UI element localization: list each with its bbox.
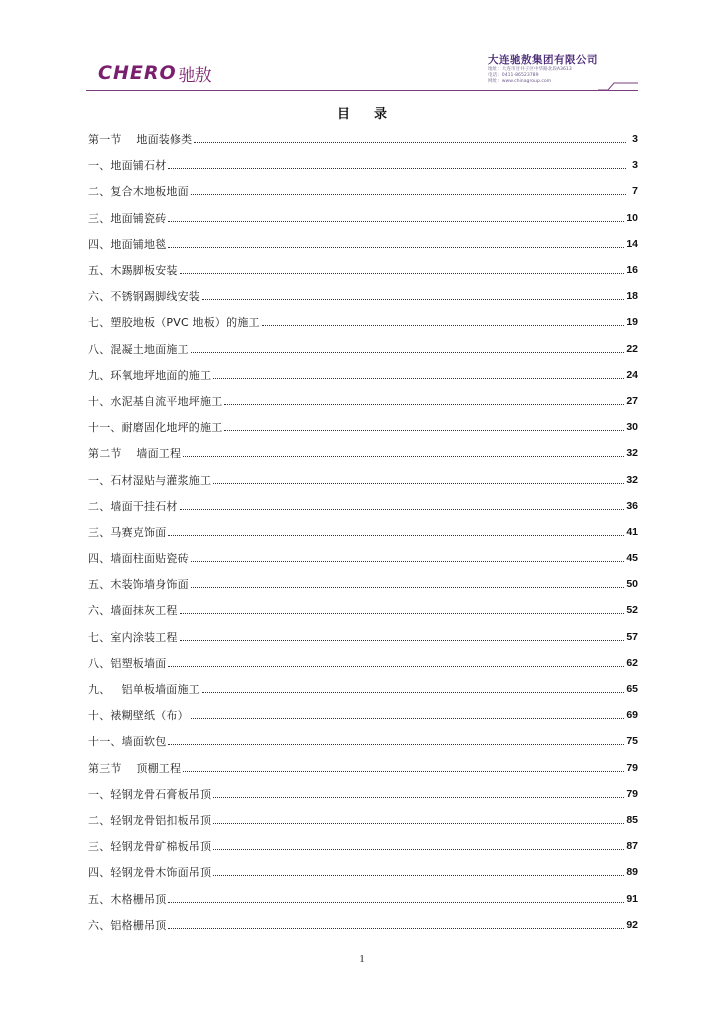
header-notch-decoration	[598, 82, 638, 91]
toc-entry-label: 八、铝塑板墙面	[88, 656, 167, 670]
toc-entry[interactable]	[88, 833, 638, 859]
toc-entry-label: 七、室内涂装工程	[88, 630, 178, 644]
toc-entry-label: 九、 铝单板墙面施工	[88, 683, 200, 697]
toc-entry[interactable]	[88, 650, 638, 676]
toc-dot-leader	[168, 534, 624, 536]
toc-entry[interactable]	[88, 414, 638, 440]
company-info	[488, 52, 638, 85]
toc-title	[0, 103, 724, 122]
toc-dot-leader	[168, 901, 624, 903]
toc-entry-label: 二、墙面干挂石材	[88, 499, 178, 513]
toc-entry-page: 14	[626, 237, 638, 250]
toc-entry-label: 五、木格栅吊顶	[88, 892, 167, 906]
toc-entry[interactable]	[88, 257, 638, 283]
toc-dot-leader	[183, 455, 624, 457]
toc-entry[interactable]	[88, 571, 638, 597]
toc-entry-label: 三、马赛克饰面	[88, 525, 167, 539]
toc-title-left: 目	[336, 107, 350, 122]
logo-latin-text: CHERO	[98, 62, 177, 84]
toc-dot-leader	[168, 220, 624, 222]
toc-entry-label: 九、环氧地坪地面的施工	[88, 368, 212, 382]
toc-entry-label: 七、塑胶地板（PVC 地板）的施工	[88, 316, 260, 330]
toc-entry-label: 一、地面铺石材	[88, 159, 167, 173]
toc-dot-leader	[191, 586, 625, 588]
toc-entry-page: 30	[626, 421, 638, 434]
toc-entry-page: 3	[632, 159, 638, 172]
toc-dot-leader	[202, 691, 624, 693]
toc-entry[interactable]	[88, 807, 638, 833]
toc-entry-label: 六、铝格栅吊顶	[88, 918, 167, 932]
table-of-contents	[88, 126, 638, 938]
toc-entry[interactable]	[88, 781, 638, 807]
toc-entry-label: 三、地面铺瓷砖	[88, 211, 167, 225]
toc-entry-page: 57	[626, 630, 638, 643]
toc-entry[interactable]	[88, 755, 638, 781]
toc-entry[interactable]	[88, 912, 638, 938]
toc-entry-page: 91	[626, 892, 638, 905]
toc-entry[interactable]	[88, 519, 638, 545]
toc-dot-leader	[194, 141, 626, 143]
toc-dot-leader	[168, 927, 624, 929]
toc-entry[interactable]	[88, 440, 638, 466]
toc-entry[interactable]	[88, 283, 638, 309]
toc-entry[interactable]	[88, 466, 638, 492]
toc-dot-leader	[262, 324, 625, 326]
toc-entry-page: 45	[626, 552, 638, 565]
toc-entry-page: 69	[626, 709, 638, 722]
header-divider	[86, 90, 638, 91]
toc-entry[interactable]	[88, 231, 638, 257]
toc-entry-page: 65	[626, 683, 638, 696]
toc-entry[interactable]	[88, 728, 638, 754]
toc-entry-page: 24	[626, 368, 638, 381]
toc-dot-leader	[191, 717, 625, 719]
toc-dot-leader	[180, 272, 625, 274]
toc-entry[interactable]	[88, 336, 638, 362]
toc-entry-label: 十、裱糊壁纸（布）	[88, 709, 189, 723]
toc-entry[interactable]	[88, 309, 638, 335]
toc-title-right: 录	[374, 107, 388, 122]
toc-dot-leader	[191, 560, 625, 562]
toc-entry-label: 八、混凝土地面施工	[88, 342, 189, 356]
toc-entry-page: 36	[626, 499, 638, 512]
company-name: 大连驰敖集团有限公司	[488, 54, 598, 66]
toc-entry-label: 四、墙面柱面贴瓷砖	[88, 552, 189, 566]
toc-dot-leader	[213, 848, 624, 850]
toc-entry-page: 41	[626, 525, 638, 538]
toc-entry-page: 79	[626, 787, 638, 800]
toc-entry[interactable]	[88, 702, 638, 728]
toc-dot-leader	[213, 874, 624, 876]
toc-entry[interactable]	[88, 178, 638, 204]
toc-dot-leader	[191, 193, 626, 195]
toc-dot-leader	[213, 482, 624, 484]
toc-entry-label: 第一节 地面装修类	[88, 133, 193, 147]
toc-dot-leader	[168, 743, 624, 745]
toc-entry-page: 52	[626, 604, 638, 617]
toc-entry-label: 四、轻钢龙骨木饰面吊顶	[88, 866, 212, 880]
page-number: 1	[359, 953, 365, 965]
toc-entry-label: 第二节 墙面工程	[88, 447, 182, 461]
toc-entry-label: 六、墙面抹灰工程	[88, 604, 178, 618]
company-address: 地址：大连市甘井子区中华路北段A3613	[488, 67, 572, 72]
toc-entry-page: 7	[632, 185, 638, 198]
toc-entry-page: 75	[626, 735, 638, 748]
toc-dot-leader	[180, 508, 625, 510]
toc-entry-page: 62	[626, 656, 638, 669]
toc-entry-page: 85	[626, 813, 638, 826]
toc-dot-leader	[213, 377, 624, 379]
toc-entry-page: 18	[626, 290, 638, 303]
toc-dot-leader	[191, 351, 625, 353]
toc-entry-page: 92	[626, 918, 638, 931]
toc-entry[interactable]	[88, 545, 638, 571]
toc-entry-label: 一、轻钢龙骨石膏板吊顶	[88, 787, 212, 801]
toc-entry-label: 五、木装饰墙身饰面	[88, 578, 189, 592]
toc-entry[interactable]	[88, 624, 638, 650]
logo-cjk-text: 驰敖	[178, 65, 211, 86]
company-logo	[98, 62, 211, 84]
toc-entry-label: 十一、墙面软包	[88, 735, 167, 749]
toc-entry-label: 十一、耐磨固化地坪的施工	[88, 421, 223, 435]
toc-dot-leader	[180, 612, 625, 614]
company-website: 网址：www.chinagroup.com	[488, 79, 552, 84]
toc-dot-leader	[168, 665, 624, 667]
toc-dot-leader	[202, 298, 624, 300]
toc-dot-leader	[168, 167, 626, 169]
toc-entry-label: 四、地面铺地毯	[88, 237, 167, 251]
toc-entry[interactable]	[88, 362, 638, 388]
toc-entry-page: 32	[626, 447, 638, 460]
toc-entry[interactable]	[88, 859, 638, 885]
toc-entry[interactable]	[88, 205, 638, 231]
toc-entry[interactable]	[88, 126, 638, 152]
toc-dot-leader	[224, 403, 624, 405]
toc-entry[interactable]	[88, 388, 638, 414]
toc-entry-label: 二、复合木地板地面	[88, 185, 189, 199]
toc-entry-page: 16	[626, 264, 638, 277]
toc-entry-page: 3	[632, 133, 638, 146]
toc-entry-page: 19	[626, 316, 638, 329]
toc-dot-leader	[183, 770, 624, 772]
toc-dot-leader	[180, 639, 625, 641]
toc-entry-page: 32	[626, 473, 638, 486]
toc-entry-page: 79	[626, 761, 638, 774]
toc-entry-label: 第三节 顶棚工程	[88, 761, 182, 775]
toc-entry-page: 87	[626, 840, 638, 853]
toc-dot-leader	[224, 429, 624, 431]
toc-entry-label: 三、轻钢龙骨矿棉板吊顶	[88, 840, 212, 854]
toc-entry-page: 22	[626, 342, 638, 355]
toc-dot-leader	[168, 246, 624, 248]
toc-entry[interactable]	[88, 493, 638, 519]
toc-entry-label: 六、不锈钢踢脚线安装	[88, 290, 200, 304]
toc-entry-page: 10	[626, 211, 638, 224]
toc-entry[interactable]	[88, 152, 638, 178]
toc-dot-leader	[213, 822, 624, 824]
company-phone: 电话：0411-86523789	[488, 73, 539, 78]
toc-entry[interactable]	[88, 885, 638, 911]
toc-entry-page: 27	[626, 394, 638, 407]
toc-entry[interactable]	[88, 597, 638, 623]
page-header	[86, 48, 638, 92]
toc-entry-page: 89	[626, 866, 638, 879]
toc-entry[interactable]	[88, 676, 638, 702]
toc-entry-label: 十、水泥基自流平地坪施工	[88, 394, 223, 408]
toc-entry-label: 五、木踢脚板安装	[88, 264, 178, 278]
toc-dot-leader	[213, 796, 624, 798]
toc-entry-label: 一、石材湿贴与灌浆施工	[88, 473, 212, 487]
toc-entry-label: 二、轻钢龙骨铝扣板吊顶	[88, 813, 212, 827]
toc-entry-page: 50	[626, 578, 638, 591]
